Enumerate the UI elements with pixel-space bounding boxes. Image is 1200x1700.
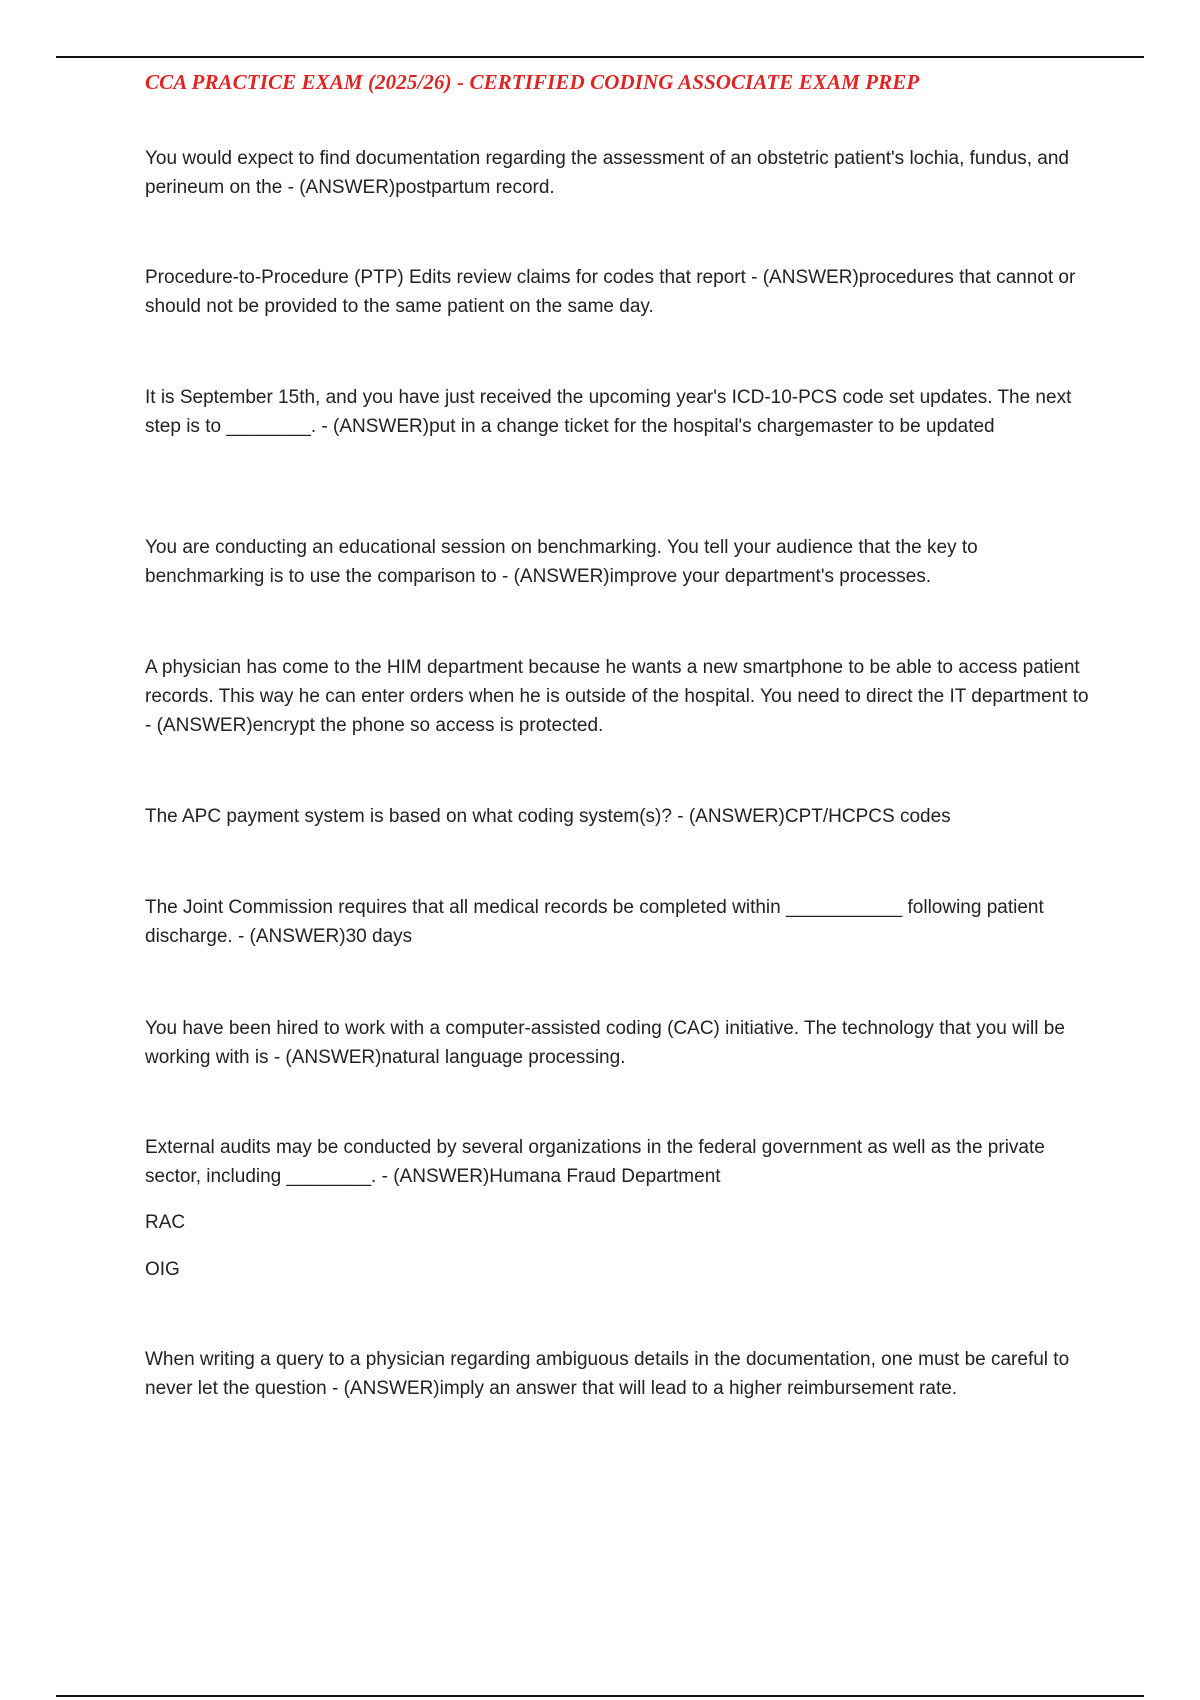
answer-option-oig: OIG: [145, 1259, 180, 1280]
question-8: You have been hired to work with a computer-assisted coding (CAC) initiative. The technology that you will be working with is - (ANSWER)natural language processing.: [145, 1018, 1065, 1068]
answer-option-rac: RAC: [145, 1212, 186, 1233]
question-3: It is September 15th, and you have just received the upcoming year's ICD-10-PCS code set updates. The next step is to ________. - (ANSWER)put in a change ticket for the hospital's chargemaster to be updated: [145, 387, 1072, 437]
question-5: A physician has come to the HIM department because he wants a new smartphone to be able to access patient records. This way he can enter orders when he is outside of the hospital. You need to direct the IT department to - (ANSWER)encrypt the phone so access is protected.: [145, 657, 1089, 736]
question-1: You would expect to find documentation regarding the assessment of an obstetric patient's lochia, fundus, and perineum on the - (ANSWER)postpartum record.: [145, 148, 1069, 198]
question-4: You are conducting an educational session on benchmarking. You tell your audience that the key to benchmarking is to use the comparison to - (ANSWER)improve your department's processes.: [145, 537, 978, 587]
question-2: Procedure-to-Procedure (PTP) Edits review claims for codes that report - (ANSWER)procedures that cannot or should not be provided to the same patient on the same day.: [145, 267, 1076, 317]
question-7: The Joint Commission requires that all medical records be completed within ___________ following patient discharge. - (ANSWER)30 days: [145, 897, 1044, 947]
top-rule: [56, 56, 1144, 58]
document-header-title: CCA PRACTICE EXAM (2025/26) - CERTIFIED CODING ASSOCIATE EXAM PREP: [145, 70, 920, 94]
question-6: The APC payment system is based on what coding system(s)? - (ANSWER)CPT/HCPCS codes: [145, 806, 951, 827]
question-10: When writing a query to a physician regarding ambiguous details in the documentation, one must be careful to never let the question - (ANSWER)imply an answer that will lead to a higher reimbursement rate.: [145, 1349, 1070, 1399]
bottom-rule: [56, 1695, 1144, 1697]
question-9: External audits may be conducted by several organizations in the federal government as well as the private sector, including ________. - (ANSWER)Humana Fraud Department: [145, 1137, 1045, 1187]
